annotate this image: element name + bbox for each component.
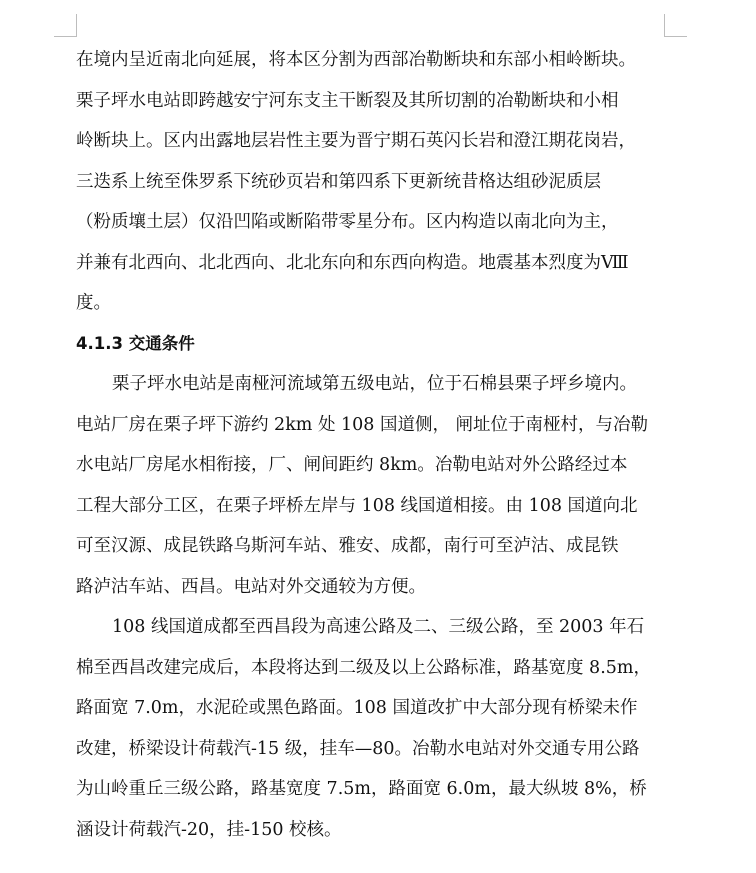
paragraph-3-line: 为山岭重丘三级公路，路基宽度 7.5m，路面宽 6.0m，最大纵坡 8%，桥	[76, 779, 647, 799]
paragraph-3-line: 涵设计荷载汽-20，挂-150 校核。	[76, 819, 342, 840]
top-right-margin-mark	[664, 14, 687, 37]
paragraph-3-line: 108 线国道成都至西昌段为高速公路及二、三级公路，至 2003 年石	[112, 617, 645, 637]
paragraph-2-line: 水电站厂房尾水相衔接，厂、闸间距约 8km。冶勒电站对外公路经过本	[76, 455, 628, 475]
paragraph-1-line: 度。	[76, 293, 111, 313]
paragraph-1-line: 岭断块上。区内出露地层岩性主要为晋宁期石英闪长岩和澄江期花岗岩，	[76, 131, 636, 151]
paragraph-1-line: 并兼有北西向、北北西向、北北东向和东西向构造。地震基本烈度为Ⅷ	[76, 252, 629, 273]
paragraph-3-line: 路面宽 7.0m，水泥砼或黑色路面。108 国道改扩中大部分现有桥梁未作	[76, 698, 638, 718]
paragraph-1-line: （粉质壤土层）仅沿凹陷或断陷带零星分布。区内构造以南北向为主，	[76, 212, 619, 232]
paragraph-1-line: 在境内呈近南北向延展，将本区分割为西部冶勒断块和东部小相岭断块。	[76, 50, 636, 70]
paragraph-2-line: 工程大部分工区，在栗子坪桥左岸与 108 线国道相接。由 108 国道向北	[76, 495, 638, 516]
paragraph-3-line: 棉至西昌改建完成后，本段将达到二级及以上公路标准，路基宽度 8.5m，	[76, 657, 651, 678]
paragraph-2-line: 路泸沽车站、西昌。电站对外交通较为方便。	[76, 576, 426, 597]
document-body	[76, 40, 664, 850]
section-heading: 4.1.3 交通条件	[76, 333, 195, 353]
paragraph-3-line: 改建，桥梁设计荷载汽-15 级，挂车—80。冶勒水电站对外交通专用公路	[76, 738, 640, 759]
paragraph-1-line: 三迭系上统至侏罗系下统砂页岩和第四系下更新统昔格达组砂泥质层	[76, 171, 601, 192]
paragraph-2-line: 电站厂房在栗子坪下游约 2km 处 108 国道侧， 闸址位于南桠村，与冶勒	[76, 414, 649, 435]
paragraph-2-line: 可至汉源、成昆铁路乌斯河车站、雅安、成都，南行可至泸沽、成昆铁	[76, 536, 619, 556]
paragraph-1-line: 栗子坪水电站即跨越安宁河东支主干断裂及其所切割的冶勒断块和小相	[76, 90, 619, 111]
top-left-margin-mark	[54, 14, 77, 37]
paragraph-2-line: 栗子坪水电站是南桠河流域第五级电站，位于石棉县栗子坪乡境内。	[112, 374, 637, 394]
